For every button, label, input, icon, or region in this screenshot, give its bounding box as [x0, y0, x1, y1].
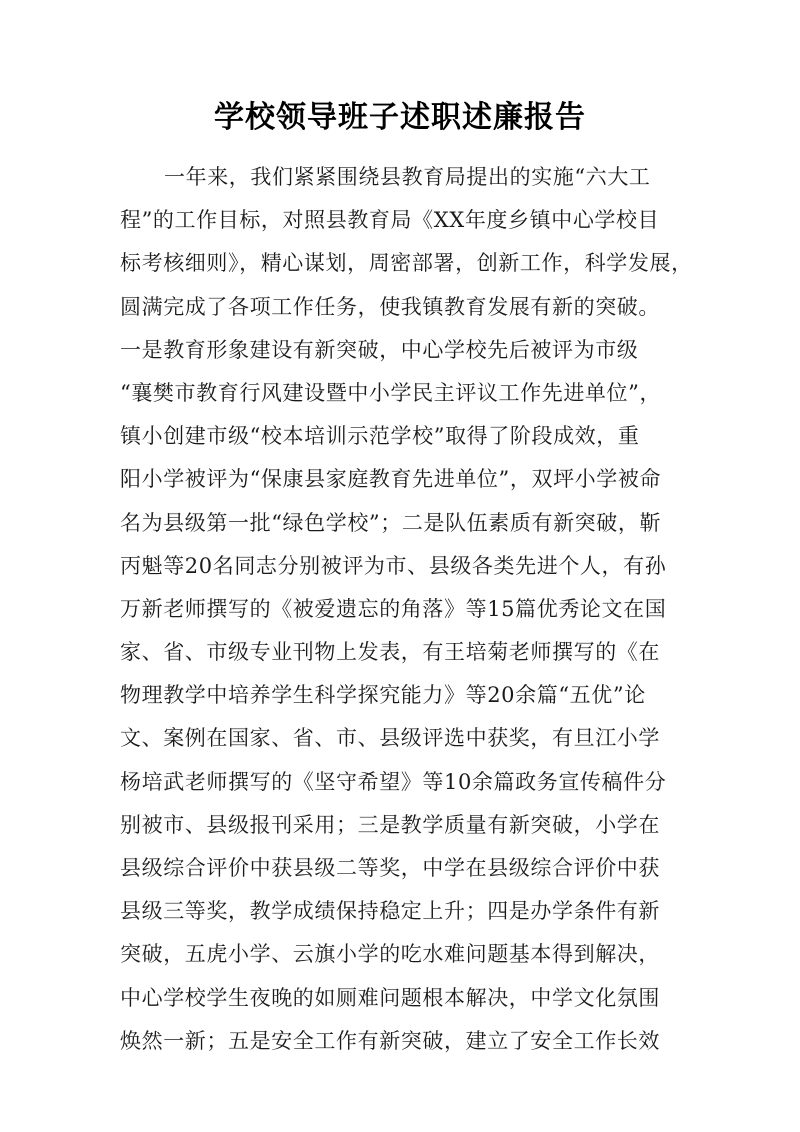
body-line: 县级综合评价中获县级二等奖，中学在县级综合评价中获 — [120, 856, 660, 880]
body-line: 标考核细则》，精心谋划，周密部署，创新工作，科学发展， — [120, 251, 693, 276]
body-line: 镇小创建市级“校本培训示范学校”取得了阶段成效，重 — [120, 424, 640, 449]
body-line: 中心学校学生夜晚的如厕难问题根本解决，中学文化氛围 — [120, 985, 660, 1010]
body-line: 杨培武老师撰写的《坚守希望》等10余篇政务宣传稿件分 — [120, 769, 667, 794]
body-line: 圆满完成了各项工作任务，使我镇教育发展有新的突破。 — [120, 294, 660, 319]
body-line: 万新老师撰写的《被爱遗忘的角落》等15篇优秀论文在国 — [120, 596, 667, 621]
document-body — [120, 156, 700, 1063]
body-line: 家、省、市级专业刊物上发表，有王培菊老师撰写的《在 — [120, 640, 660, 665]
document-title: 学校领导班子述职述廉报告 — [214, 100, 586, 135]
body-line: 别被市、县级报刊采用；三是教学质量有新突破，小学在 — [120, 812, 660, 837]
body-line: 突破，五虎小学、云旗小学的吃水难问题基本得到解决， — [120, 942, 660, 967]
body-line: 一是教育形象建设有新突破，中心学校先后被评为市级 — [120, 337, 639, 362]
body-line: 丙魁等20名同志分别被评为市、县级各类先进个人，有孙 — [120, 553, 667, 578]
body-line: 焕然一新；五是安全工作有新突破，建立了安全工作长效 — [120, 1028, 660, 1053]
body-line: 县级三等奖，教学成绩保持稳定上升；四是办学条件有新 — [120, 899, 660, 924]
body-line: 程”的工作目标，对照县教育局《XX年度乡镇中心学校目 — [120, 208, 660, 233]
body-line: 阳小学被评为“保康县家庭教育先进单位”，双坪小学被命 — [120, 467, 662, 492]
body-line: 名为县级第一批“绿色学校”；二是队伍素质有新突破，靳 — [120, 510, 662, 535]
body-line: 文、案例在国家、省、市、县级评选中获奖，有旦江小学 — [120, 726, 660, 751]
body-line: 一年来，我们紧紧围绕县教育局提出的实施“六大工 — [164, 165, 651, 189]
body-line: 物理教学中培养学生科学探究能力》等20余篇“五优”论 — [120, 683, 646, 708]
body-line: “襄樊市教育行风建设暨中小学民主评议工作先进单位”， — [120, 380, 662, 405]
